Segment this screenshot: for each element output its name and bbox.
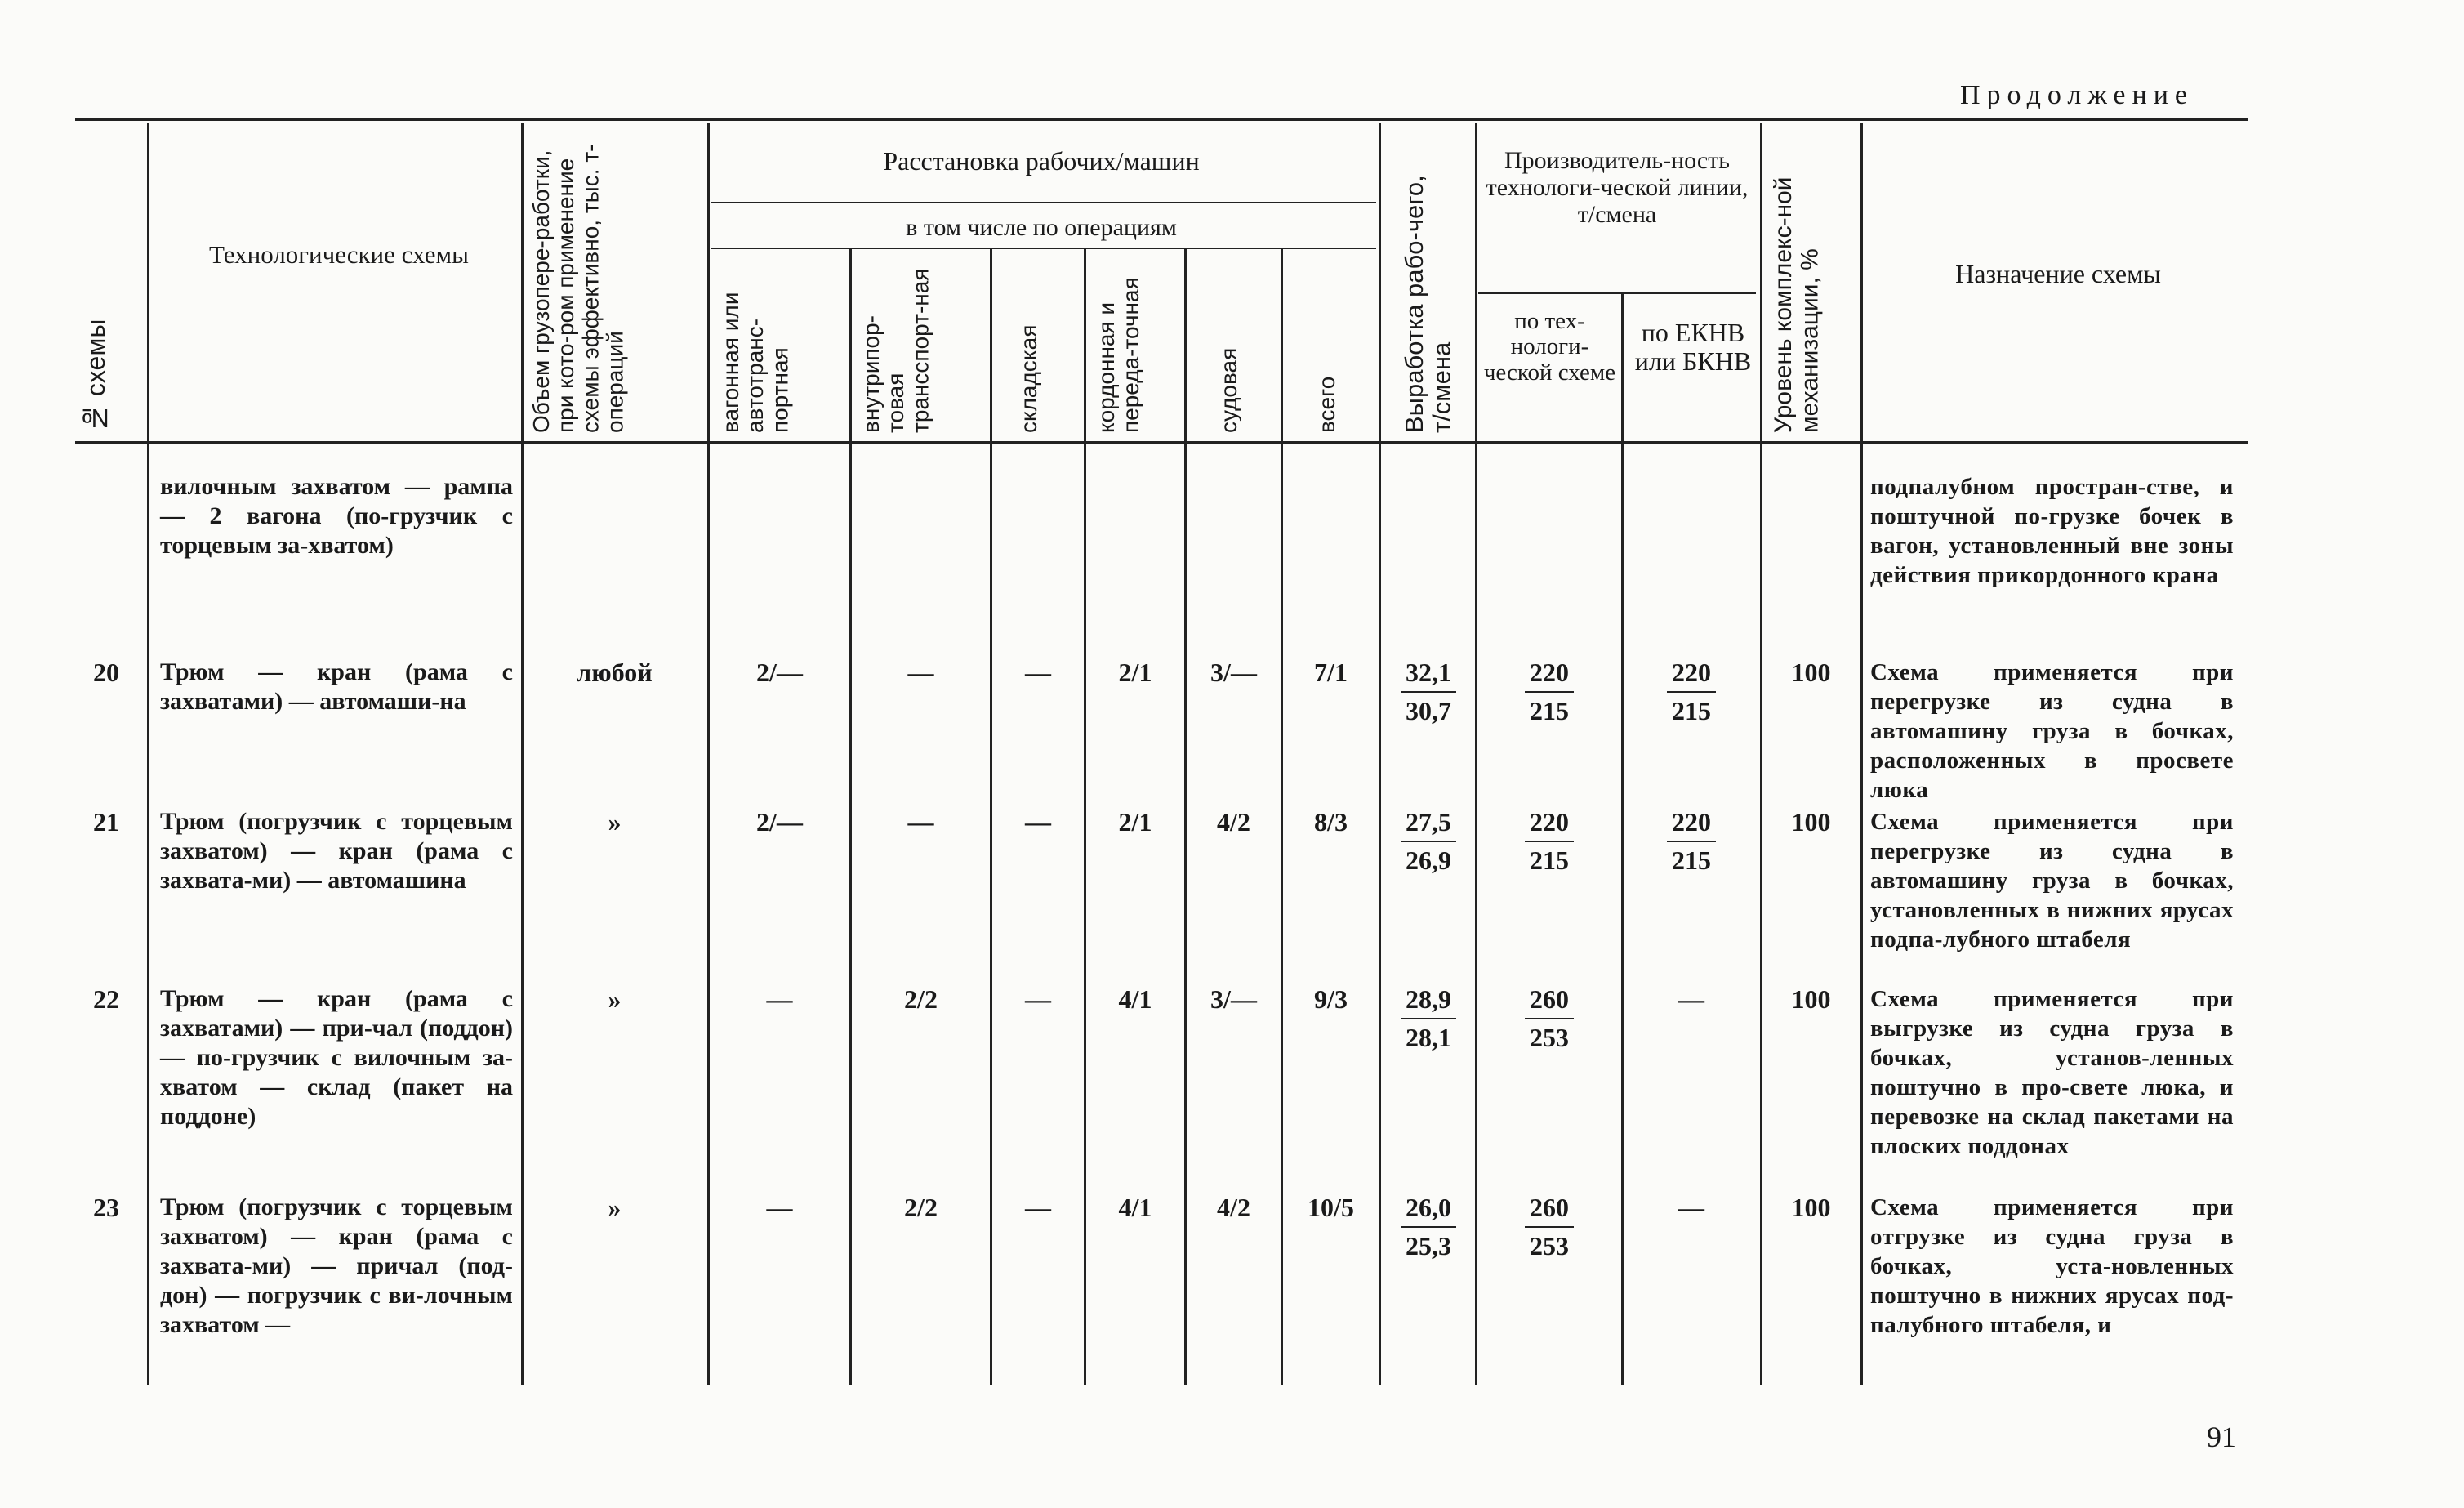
row-op-wagon: 2/—	[756, 807, 803, 837]
row-volume: »	[608, 807, 622, 837]
prod-tech-value: 220	[1525, 658, 1574, 693]
prod-ekhv-value-alt: 215	[1672, 696, 1711, 725]
header-mech-level: Уровень комплекс-ной механизации, %	[1770, 176, 1824, 433]
output-per-shift: 28,9	[1401, 984, 1456, 1019]
prod-tech-value: 220	[1525, 807, 1574, 842]
row-op-wagon: —	[766, 1193, 793, 1222]
row-op-warehouse: —	[1025, 984, 1051, 1014]
header-tech-schemes: Технологические схемы	[209, 240, 469, 269]
header-prod-ekhv: по ЕКНВ или БКНВ	[1634, 318, 1752, 377]
row-op-cordon: 2/1	[1118, 658, 1152, 687]
row-output	[1383, 984, 1473, 1053]
output-per-shift-alt: 25,3	[1406, 1231, 1451, 1260]
header-purpose: Назначение схемы	[1955, 259, 2161, 288]
header-op-ship: судовая	[1216, 347, 1241, 433]
col-rule	[147, 123, 149, 1385]
col-rule	[1760, 123, 1762, 1385]
row-scheme: Трюм (погрузчик с торцевым захватом) — кран (рама с захвата-ми) — автомашина	[160, 808, 513, 894]
row-output	[1383, 807, 1473, 876]
prod-ekhv-value: 220	[1667, 658, 1716, 693]
carry-over-scheme: вилочным захватом — рампа — 2 вагона (по-грузчик с торцевым за-хватом)	[160, 473, 513, 559]
prod-tech-value: 260	[1525, 984, 1574, 1019]
col-rule	[1379, 123, 1381, 1385]
productivity-sub-rule	[1478, 292, 1756, 294]
col-rule	[849, 249, 852, 1385]
row-mech-level: 100	[1791, 1193, 1831, 1222]
col-rule	[1281, 249, 1283, 1385]
col-rule	[707, 123, 710, 1385]
row-number: 22	[93, 984, 119, 1014]
row-scheme: Трюм — кран (рама с захватами) — автомаши-на	[160, 658, 513, 715]
row-op-total: 9/3	[1314, 984, 1348, 1014]
row-mech-level: 100	[1791, 807, 1831, 837]
col-rule	[1084, 249, 1086, 1385]
col-rule	[990, 249, 992, 1385]
row-op-ship: 3/—	[1210, 984, 1257, 1014]
carry-over-purpose: подпалубном простран-стве, и поштучной по-грузке бочек в вагон, установленный вне зоны действия прикордонного крана	[1870, 474, 2234, 588]
row-scheme: Трюм (погрузчик с торцевым захватом) — кран (рама с захвата-ми) — причал (под-дон) — погрузчик с ви-лочным захватом —	[160, 1193, 513, 1338]
row-op-internal: 2/2	[904, 984, 938, 1014]
row-output	[1383, 658, 1473, 726]
continuation-label: Продолжение	[1960, 80, 2194, 110]
col-rule	[1475, 123, 1477, 1385]
header-bottom-rule	[75, 441, 2248, 444]
row-volume: любой	[577, 658, 653, 687]
header-output: Выработка рабо-чего, т/смена	[1400, 175, 1456, 433]
row-mech-level: 100	[1791, 658, 1831, 687]
output-per-shift: 26,0	[1401, 1193, 1456, 1228]
row-prod-ekhv-dash: —	[1678, 984, 1704, 1014]
row-op-cordon: 4/1	[1118, 984, 1152, 1014]
row-prod-tech	[1480, 807, 1619, 876]
row-purpose: Схема применяется при выгрузке из судна груза в бочках, установ-ленных поштучно в про-свете люка, и перевозке на склад пакетами на плоских поддонах	[1870, 986, 2234, 1159]
output-per-shift-alt: 30,7	[1406, 696, 1451, 725]
row-volume: »	[608, 984, 622, 1014]
table-top-rule	[75, 118, 2248, 121]
row-number: 21	[93, 807, 119, 837]
row-prod-tech	[1480, 984, 1619, 1053]
row-prod-ekhv	[1625, 807, 1758, 876]
header-by-operations: в том числе по операциям	[906, 214, 1177, 241]
row-volume: »	[608, 1193, 622, 1222]
header-productivity: Производитель-ность технологи-ческой линии, т/смена	[1486, 147, 1749, 228]
header-op-internal: внутрипор-товая трансспорт-ная	[858, 268, 933, 433]
row-op-cordon: 2/1	[1118, 807, 1152, 837]
row-purpose: Схема применяется при отгрузке из судна груза в бочках, уста-новленных поштучно в нижних ярусах под-палубного штабеля, и	[1870, 1194, 2234, 1338]
col-rule	[1860, 123, 1863, 1385]
header-placement: Расстановка рабочих/машин	[883, 146, 1200, 176]
row-op-cordon: 4/1	[1118, 1193, 1152, 1222]
row-scheme: Трюм — кран (рама с захватами) — при-чал (поддон) — по-грузчик с вилочным за-хватом — склад (пакет на поддоне)	[160, 985, 513, 1130]
prod-tech-value-alt: 215	[1530, 696, 1569, 725]
row-purpose: Схема применяется при перегрузке из судна в автомашину груза в бочках, расположенных в просвете люка	[1870, 659, 2234, 803]
prod-tech-value-alt: 215	[1530, 845, 1569, 875]
row-prod-tech	[1480, 1193, 1619, 1261]
header-op-cordon: кордонная и переда-точная	[1094, 277, 1144, 433]
prod-tech-value: 260	[1525, 1193, 1574, 1228]
col-rule	[1184, 249, 1187, 1385]
header-scheme-no: № схемы	[81, 319, 110, 433]
row-prod-tech	[1480, 658, 1619, 726]
header-op-total: всего	[1314, 376, 1339, 433]
header-op-wagon: вагонная или автотранс-портная	[718, 292, 793, 433]
page-number: 91	[2207, 1421, 2236, 1453]
output-per-shift-alt: 26,9	[1406, 845, 1451, 875]
prod-ekhv-value: 220	[1667, 807, 1716, 842]
header-op-warehouse: складская	[1016, 324, 1041, 433]
col-rule	[521, 123, 524, 1385]
row-prod-ekhv	[1625, 658, 1758, 726]
prod-tech-value-alt: 253	[1530, 1231, 1569, 1260]
row-output	[1383, 1193, 1473, 1261]
row-op-total: 10/5	[1308, 1193, 1354, 1222]
row-op-warehouse: —	[1025, 658, 1051, 687]
placement-sub-rule	[711, 202, 1376, 203]
row-purpose: Схема применяется при перегрузке из судна в автомашину груза в бочках, установленных в нижних ярусах подпа-лубного штабеля	[1870, 809, 2234, 953]
row-op-internal: 2/2	[904, 1193, 938, 1222]
row-op-total: 8/3	[1314, 807, 1348, 837]
row-number: 20	[93, 658, 119, 687]
row-mech-level: 100	[1791, 984, 1831, 1014]
row-op-wagon: 2/—	[756, 658, 803, 687]
row-op-internal: —	[907, 658, 934, 687]
row-number: 23	[93, 1193, 119, 1222]
row-op-total: 7/1	[1314, 658, 1348, 687]
row-op-ship: 3/—	[1210, 658, 1257, 687]
row-op-warehouse: —	[1025, 1193, 1051, 1222]
output-per-shift-alt: 28,1	[1406, 1023, 1451, 1052]
output-per-shift: 32,1	[1401, 658, 1456, 693]
row-op-ship: 4/2	[1217, 1193, 1250, 1222]
prod-tech-value-alt: 253	[1530, 1023, 1569, 1052]
prod-ekhv-value-alt: 215	[1672, 845, 1711, 875]
output-per-shift: 27,5	[1401, 807, 1456, 842]
row-op-internal: —	[907, 807, 934, 837]
col-rule	[1621, 294, 1624, 1385]
row-op-wagon: —	[766, 984, 793, 1014]
operations-sub-rule	[711, 248, 1376, 249]
header-prod-tech: по тех-нологи-ческой схеме	[1483, 308, 1616, 386]
row-op-ship: 4/2	[1217, 807, 1250, 837]
row-op-warehouse: —	[1025, 807, 1051, 837]
row-prod-ekhv-dash: —	[1678, 1193, 1704, 1222]
header-volume: Объем грузопере-работки, при кото-ром применение схемы эффективно, тыс. т-операций	[528, 144, 628, 433]
